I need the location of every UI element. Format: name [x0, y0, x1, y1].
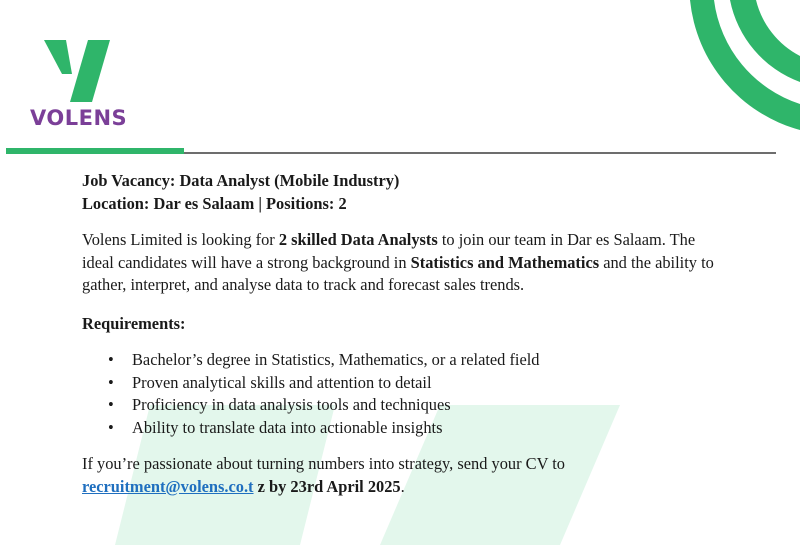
closing-text-1: If you’re passionate about turning numbers into strategy, send your CV to [82, 454, 565, 473]
list-item: • Proven analytical skills and attention to detail [132, 372, 722, 395]
intro-text-3: and the ability to gather, interpret, and analyse data to track and forecast sales trends. [82, 252, 714, 294]
main-content [82, 170, 722, 498]
list-item: • Bachelor’s degree in Statistics, Mathematics, or a related field [132, 349, 722, 372]
requirements-title: Requirements: [82, 313, 186, 333]
header-accent-bar [6, 148, 184, 154]
intro-bold-positions: 2 skilled Data Analysts [278, 230, 438, 249]
volens-logo [28, 38, 128, 134]
requirements-list [82, 349, 722, 439]
volens-logo-mark-icon [42, 38, 112, 104]
intro-paragraph [82, 229, 722, 297]
intro-text-1: Volens Limited is looking for [82, 230, 279, 249]
list-item: • Ability to translate data into actionable insights [132, 417, 722, 440]
logo-wordmark: VOLENS [30, 106, 128, 130]
corner-arc-decoration-icon [690, 0, 800, 140]
job-location: Location: Dar es Salaam | Positions: 2 [82, 193, 347, 213]
intro-bold-skills: Statistics and Mathematics [410, 252, 600, 272]
closing-text-2: z by [253, 476, 291, 496]
job-title: Job Vacancy: Data Analyst (Mobile Industry) [82, 171, 400, 190]
closing-text-3: . [400, 476, 405, 496]
deadline-date: 23rd April 2025 [290, 476, 401, 496]
intro-text-2: to join our team in Dar es Salaam. The ideal candidates will have a strong background in [82, 230, 696, 272]
list-item: • Proficiency in data analysis tools and techniques [132, 394, 722, 417]
closing-paragraph [82, 453, 722, 498]
email-link[interactable]: recruitment@volens.co.t [82, 476, 254, 496]
